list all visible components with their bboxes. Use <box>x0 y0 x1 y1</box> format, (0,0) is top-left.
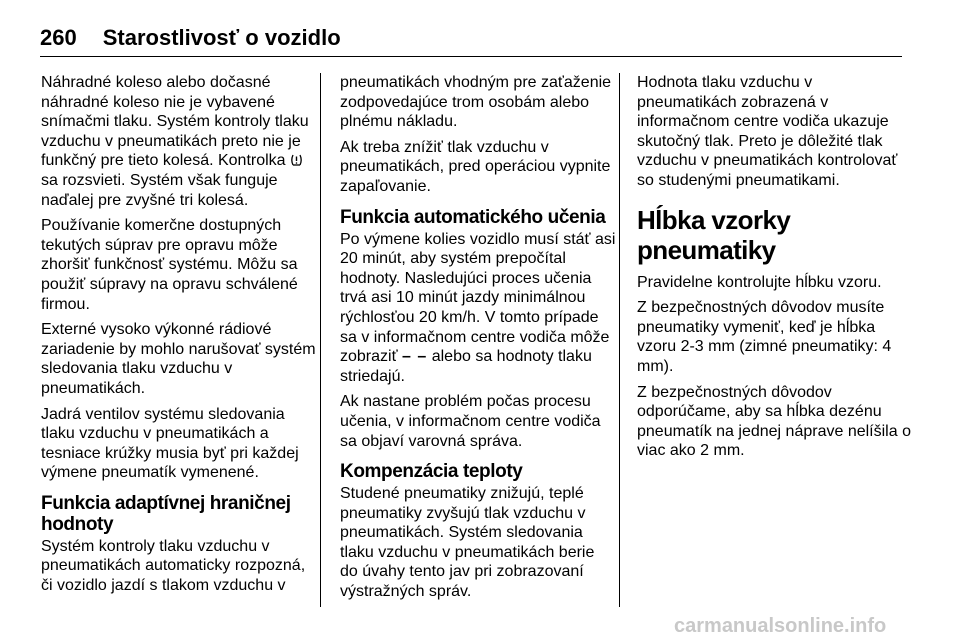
text-after-dashes: alebo sa hodnoty tlaku striedajú. <box>340 348 592 385</box>
paragraph-replace-tires: Z bezpečnostných dôvodov musíte pneumatiky vymeniť, keď je hĺbka vzoru 2-3 mm (zimné pneumatiky: 4 mm). <box>637 299 892 375</box>
paragraph-check-tread: Pravidelne kontrolujte hĺbku vzoru. <box>637 273 882 291</box>
column-divider-2 <box>619 73 620 607</box>
watermark: carmanualsonline.info <box>674 615 887 637</box>
paragraph-temperature-compensation: Studené pneumatiky znižujú, teplé pneumatiky zvyšujú tlak vzduchu v pneumatikách. Systém sledovania tlaku vzduchu v pneumatikách berie do úvahy tento jav pri zobrazovaní výstražných správ. <box>340 485 595 601</box>
paragraph-load-continuation: pneumatikách vhodným pre zaťaženie zodpovedajúce trom osobám alebo plnému nákladu. <box>340 74 612 131</box>
text-after-icon: sa rozsvieti. Systém však funguje naďalej pre zvyšné tri kolesá. <box>41 171 278 209</box>
page-number: 260 <box>40 25 77 50</box>
paragraph-tread-difference: Z bezpečnostných dôvodov odporúčame, aby sa hĺbka dezénu pneumatík na jednej náprave nelíšila o viac ako 2 mm. <box>637 383 911 460</box>
dashes-symbol: – – <box>402 348 428 366</box>
paragraph-radio-interference: Externé vysoko výkonné rádiové zariadenie by mohlo narušovať systém sledovania tlaku vzduchu v pneumatikách. <box>41 321 316 397</box>
paragraph-reduce-pressure: Ak treba znížiť tlak vzduchu v pneumatikách, pred operáciou vypnite zapaľovanie. <box>340 138 611 195</box>
column-3 <box>637 73 913 467</box>
text-before-icon: Náhradné koleso alebo dočasné náhradné koleso nie je vybavené snímačmi tlaku. Systém kontroly tlaku vzduchu v pneumatikách preto nie je funkčný pre tieto kolesá. Kontrolka <box>41 74 309 170</box>
column-2 <box>340 73 616 608</box>
heading-auto-learning: Funkcia automatického učenia <box>340 206 606 228</box>
page-header <box>40 12 341 52</box>
header-rule <box>40 56 902 57</box>
heading-temperature-compensation: Kompenzácia teploty <box>340 461 523 483</box>
column-1 <box>41 73 317 602</box>
paragraph-learning-problem: Ak nastane problém počas procesu učenia, v informačnom centre vodiča sa objaví varovná správa. <box>340 393 601 450</box>
paragraph-adaptive-threshold: Systém kontroly tlaku vzduchu v pneumatikách automaticky rozpozná, či vozidlo jazdí s tlakom vzduchu v <box>41 537 306 595</box>
page-title: Starostlivosť o vozidlo <box>102 25 341 50</box>
tire-pressure-warning-icon <box>290 153 303 167</box>
text-before-dashes: Po výmene kolies vozidlo musí stáť asi 20 minút, aby systém prepočítal hodnoty. Nasledujúci proces učenia trvá asi 10 minút jazdy minimálnou rýchlosťou 20 km/h. V tomto prípade sa v informačnom centre vodiča môže zobraziť <box>340 230 616 366</box>
heading-adaptive-threshold: Funkcia adaptívnej hraničnej hodnoty <box>41 492 291 535</box>
paragraph-auto-learning <box>340 230 616 387</box>
heading-tread-depth: Hĺbka vzorky pneumatiky <box>637 204 791 265</box>
column-divider-1 <box>320 73 321 607</box>
paragraph-spare-wheel <box>41 73 317 210</box>
paragraph-valve-cores: Jadrá ventilov systému sledovania tlaku vzduchu v pneumatikách a tesniace krúžky musia byť pri každej výmene pneumatík vymenené. <box>41 405 299 482</box>
paragraph-repair-kits: Používanie komerčne dostupných tekutých súprav pre opravu môže zhoršiť funkčnosť systému. Môžu sa použiť súpravy na opravu schválené firmou. <box>41 217 298 313</box>
paragraph-displayed-pressure: Hodnota tlaku vzduchu v pneumatikách zobrazená v informačnom centre vodiča ukazuje skutočný tlak. Preto je dôležité tlak vzduchu v pneumatikách kontrolovať so studenými pneumatikami. <box>637 74 898 189</box>
